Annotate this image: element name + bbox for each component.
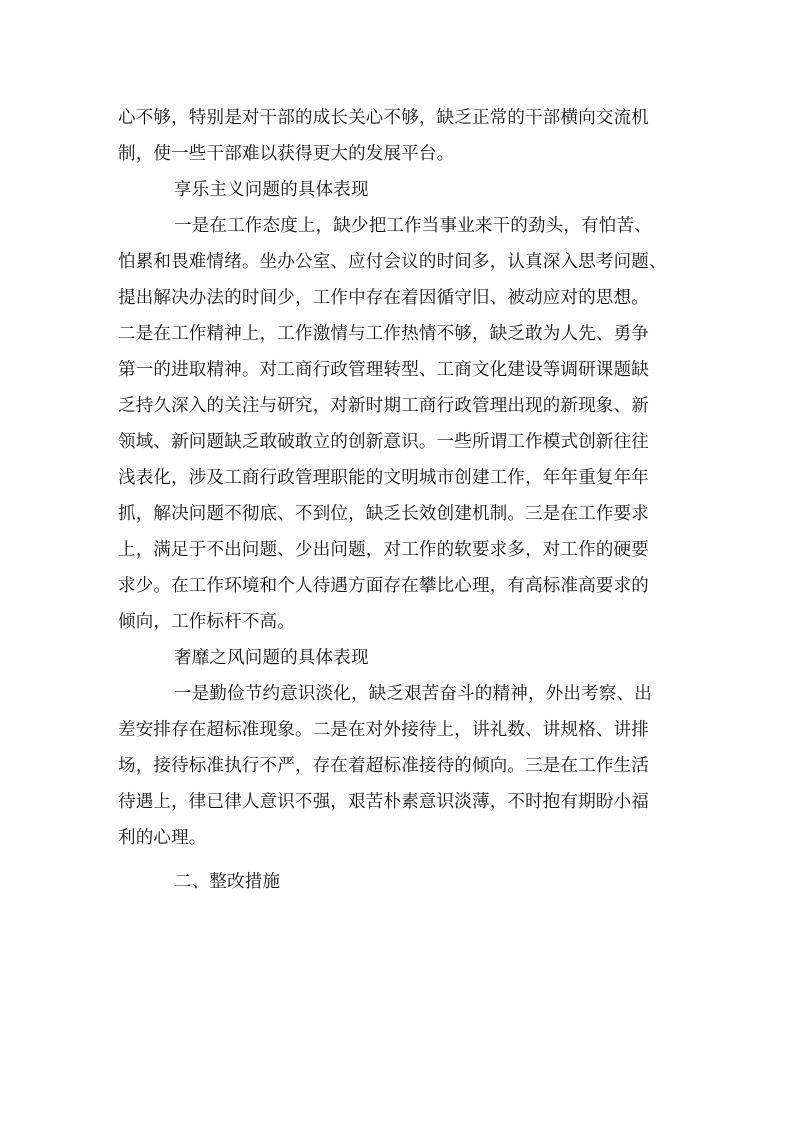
text-line: 领域、新问题缺乏敢破敢立的创新意识。一些所谓工作模式创新往往 xyxy=(118,432,649,452)
document-page xyxy=(118,100,678,900)
text-line: 提出解决办法的时间少，工作中存在着因循守旧、被动应对的思想。 xyxy=(118,288,649,308)
paragraph-continuation xyxy=(118,100,678,172)
paragraph-extravagance xyxy=(118,676,678,856)
text-line: 求少。在工作环境和个人待遇方面存在攀比心理，有高标准高要求的 xyxy=(118,576,649,596)
text-line: 制，使一些干部难以获得更大的发展平台。 xyxy=(118,144,455,164)
text-line: 利的心理。 xyxy=(118,828,207,848)
text-line: 乏持久深入的关注与研究，对新时期工商行政管理出现的新现象、新 xyxy=(118,396,649,416)
text-line: 差安排存在超标准现象。二是在对外接待上，讲礼数、讲规格、讲排 xyxy=(118,720,649,740)
text-line: 上，满足于不出问题、少出问题，对工作的软要求多，对工作的硬要 xyxy=(118,540,649,560)
text-line: 一是勤俭节约意识淡化，缺乏艰苦奋斗的精神，外出考察、出 xyxy=(174,684,652,704)
text-line: 二是在工作精神上，工作激情与工作热情不够，缺乏敢为人先、勇争 xyxy=(118,324,649,344)
text-line: 抓，解决问题不彻底、不到位，缺乏长效创建机制。三是在工作要求 xyxy=(118,504,649,524)
text-line: 怕累和畏难情绪。坐办公室、应付会议的时间多，认真深入思考问题、 xyxy=(118,252,667,272)
text-line: 心不够，特别是对干部的成长关心不够，缺乏正常的干部横向交流机 xyxy=(118,108,649,128)
section-heading-extravagance: 奢靡之风问题的具体表现 xyxy=(174,648,369,668)
text-line: 一是在工作态度上，缺少把工作当事业来干的劲头，有怕苦、 xyxy=(174,216,652,236)
section-heading-hedonism: 享乐主义问题的具体表现 xyxy=(174,180,369,200)
section-heading-rectification: 二、整改措施 xyxy=(174,872,281,892)
text-line: 待遇上，律已律人意识不强，艰苦朴素意识淡薄，不时抱有期盼小福 xyxy=(118,792,649,812)
text-line: 场，接待标准执行不严，存在着超标准接待的倾向。三是在工作生活 xyxy=(118,756,649,776)
paragraph-hedonism xyxy=(118,208,678,640)
text-line: 浅表化，涉及工商行政管理职能的文明城市创建工作，年年重复年年 xyxy=(118,468,649,488)
text-line: 第一的进取精神。对工商行政管理转型、工商文化建设等调研课题缺 xyxy=(118,360,649,380)
text-line: 倾向，工作标杆不高。 xyxy=(118,612,295,632)
